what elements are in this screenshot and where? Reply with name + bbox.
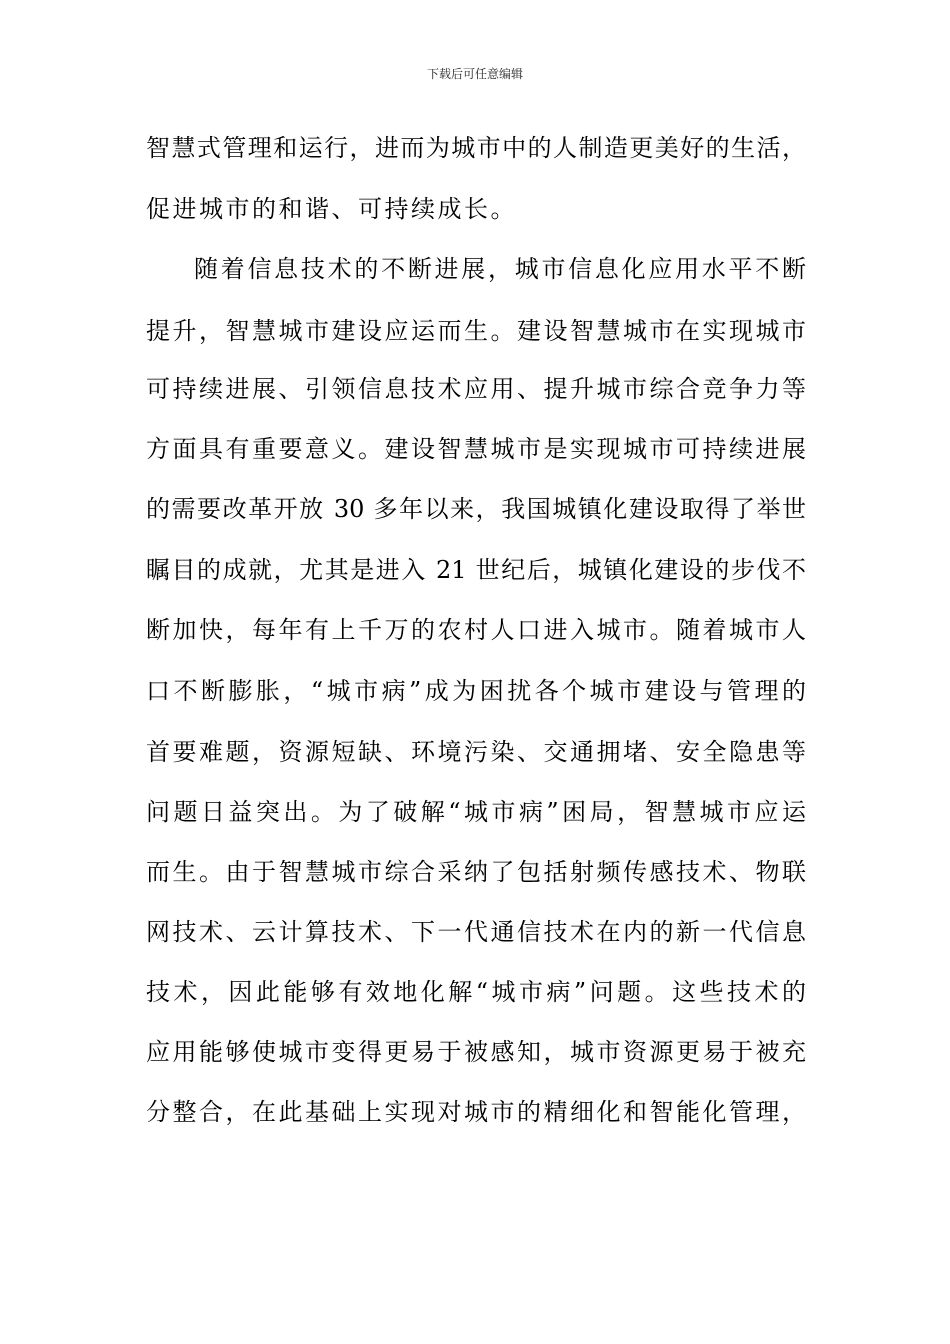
paragraph-2-line-13: 技术，因此能够有效地化解“城市病”问题。这些技术的 [146, 978, 806, 1006]
paragraph-1-line-2: 促进城市的和谐、可持续成长。 [146, 195, 517, 223]
paragraph-2-line-15: 分整合，在此基础上实现对城市的精细化和智能化管理， [146, 1098, 806, 1126]
paragraph-2-line-8: 口不断膨胀，“城市病”成为困扰各个城市建设与管理的 [146, 677, 806, 705]
paragraph-2-line-1: 随着信息技术的不断进展，城市信息化应用水平不断 [194, 255, 806, 283]
paragraph-2-line-11: 而生。由于智慧城市综合采纳了包括射频传感技术、物联 [146, 858, 806, 886]
paragraph-2-line-14: 应用能够使城市变得更易于被感知，城市资源更易于被充 [146, 1038, 806, 1066]
paragraph-2-line-4: 方面具有重要意义。建设智慧城市是实现城市可持续进展 [146, 435, 806, 463]
paragraph-2-line-5: 的需要改革开放 30 多年以来，我国城镇化建设取得了举世 [146, 495, 806, 523]
paragraph-2-line-12: 网技术、云计算技术、下一代通信技术在内的新一代信息 [146, 918, 806, 946]
page-header-note: 下载后可任意编辑 [426, 67, 523, 81]
paragraph-2-line-3: 可持续进展、引领信息技术应用、提升城市综合竞争力等 [146, 375, 806, 403]
paragraph-1-line-1: 智慧式管理和运行，进而为城市中的人制造更美好的生活， [146, 134, 806, 162]
paragraph-2-line-10: 问题日益突出。为了破解“城市病”困局，智慧城市应运 [146, 798, 806, 826]
paragraph-2-line-9: 首要难题，资源短缺、环境污染、交通拥堵、安全隐患等 [146, 738, 806, 766]
paragraph-2-line-6: 瞩目的成就，尤其是进入 21 世纪后，城镇化建设的步伐不 [146, 556, 806, 584]
paragraph-2-line-2: 提升，智慧城市建设应运而生。建设智慧城市在实现城市 [146, 317, 806, 345]
paragraph-2-line-7: 断加快，每年有上千万的农村人口进入城市。随着城市人 [146, 616, 806, 644]
